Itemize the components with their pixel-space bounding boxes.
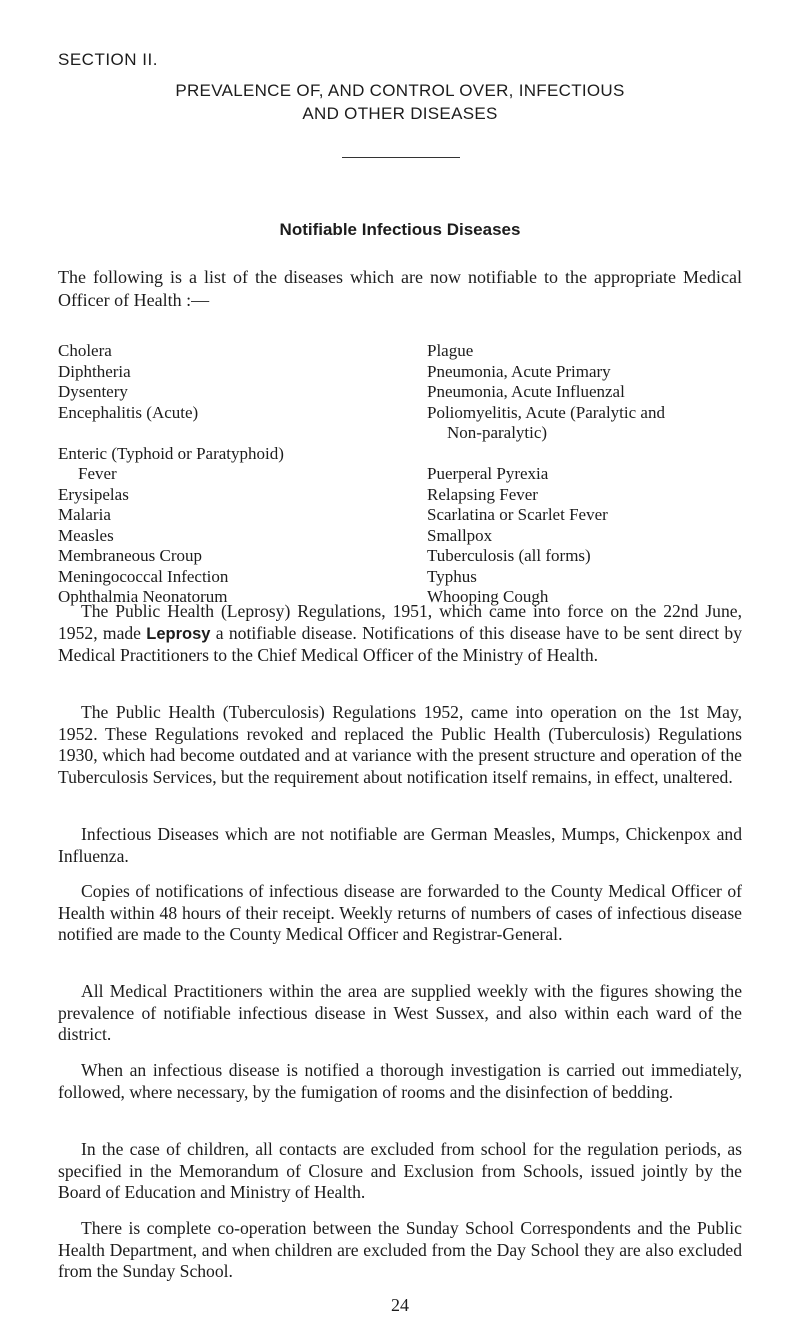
sunday-school-paragraph: There is complete co-operation between the Sunday School Correspondents and the Public Health Department, and when children are excluded from the Day School they are also excluded from the Sunday School. (58, 1218, 742, 1281)
disease-malaria: Malaria (58, 505, 111, 524)
page-title-line-2: AND OTHER DISEASES (302, 104, 498, 123)
page-number: 24 (391, 1295, 409, 1315)
disease-enteric-line-2: Fever (78, 464, 117, 483)
disease-scarlatina: Scarlatina or Scarlet Fever (427, 505, 608, 524)
disease-plague: Plague (427, 341, 474, 360)
disease-erysipelas: Erysipelas (58, 484, 129, 504)
disease-list-left (58, 341, 388, 608)
disease-poliomyelitis-line-1: Poliomyelitis, Acute (Paralytic and (427, 402, 665, 422)
disease-encephalitis: Encephalitis (Acute) (58, 402, 199, 422)
leprosy-emphasis: Leprosy (146, 624, 211, 643)
leprosy-text-before: The Public Health (Leprosy) Regulations, 1951, which came into force on the 22nd June, 1952, made (58, 601, 742, 643)
disease-ophthalmia: Ophthalmia Neonatorum (58, 587, 228, 606)
section-label: SECTION II. (58, 50, 158, 69)
disease-poliomyelitis-line-2: Non-paralytic) (447, 423, 548, 442)
disease-relapsing-fever: Relapsing Fever (427, 484, 538, 504)
disease-typhus: Typhus (427, 566, 477, 586)
intro-paragraph: The following is a list of the diseases which are now notifiable to the appropriate Medical Officer of Health :— (58, 267, 742, 310)
disease-membraneous-croup: Membraneous Croup (58, 546, 203, 565)
not-notifiable-paragraph: Infectious Diseases which are not notifiable are German Measles, Mumps, Chickenpox and Influenza. (58, 824, 742, 866)
disease-list-right (427, 341, 752, 608)
list-spacer (427, 444, 752, 465)
disease-cholera: Cholera (58, 341, 112, 360)
disease-enteric-line-1: Enteric (Typhoid or Paratyphoid) (58, 443, 284, 463)
school-exclusion-paragraph: In the case of children, all contacts are excluded from school for the regulation periods, as specified in the Memorandum of Closure and Exclusion from Schools, issued jointly by the Board of Education and Ministry of Health. (58, 1139, 742, 1202)
section-subtitle: Notifiable Infectious Diseases (279, 220, 521, 239)
list-spacer (58, 423, 388, 444)
disease-measles: Measles (58, 525, 114, 545)
disease-meningococcal: Meningococcal Infection (58, 566, 229, 586)
notification-copies-paragraph: Copies of notifications of infectious disease are forwarded to the County Medical Officer of Health within 48 hours of their receipt. Weekly returns of numbers of cases of infectious disease notified are made to the County Medical Officer and Registrar-General. (58, 881, 742, 944)
disease-whooping-cough: Whooping Cough (427, 587, 549, 606)
disease-dysentery: Dysentery (58, 382, 128, 401)
title-divider (342, 157, 460, 158)
leprosy-text-after: a notifiable disease. Notifications of this disease have to be sent direct by Medical Practitioners to the Chief Medical Officer of the Ministry of Health. (58, 622, 742, 665)
disease-puerperal-pyrexia: Puerperal Pyrexia (427, 464, 549, 483)
disease-pneumonia-influenzal: Pneumonia, Acute Influenzal (427, 382, 625, 401)
disease-smallpox: Smallpox (427, 525, 493, 545)
disease-tuberculosis: Tuberculosis (all forms) (427, 546, 591, 565)
page-title (60, 79, 740, 125)
page-title-line-1: PREVALENCE OF, AND CONTROL OVER, INFECTIOUS (175, 81, 625, 100)
disease-pneumonia-primary: Pneumonia, Acute Primary (427, 361, 611, 381)
tuberculosis-regulations-paragraph: The Public Health (Tuberculosis) Regulations 1952, came into operation on the 1st May, 1952. These Regulations revoked and replaced the Public Health (Tuberculosis) Regulations 1930, which had become outdated and at variance with the present structure and operation of the Tuberculosis Services, but the requirement about notification itself remains, in effect, unaltered. (58, 702, 742, 787)
investigation-paragraph: When an infectious disease is notified a thorough investigation is carried out immediately, followed, where necessary, by the fumigation of rooms and the disinfection of bedding. (58, 1060, 742, 1102)
leprosy-paragraph (58, 601, 742, 667)
medical-practitioners-paragraph: All Medical Practitioners within the area are supplied weekly with the figures showing the prevalence of notifiable infectious disease in West Sussex, and also within each ward of the district. (58, 981, 742, 1044)
disease-diphtheria: Diphtheria (58, 361, 131, 381)
